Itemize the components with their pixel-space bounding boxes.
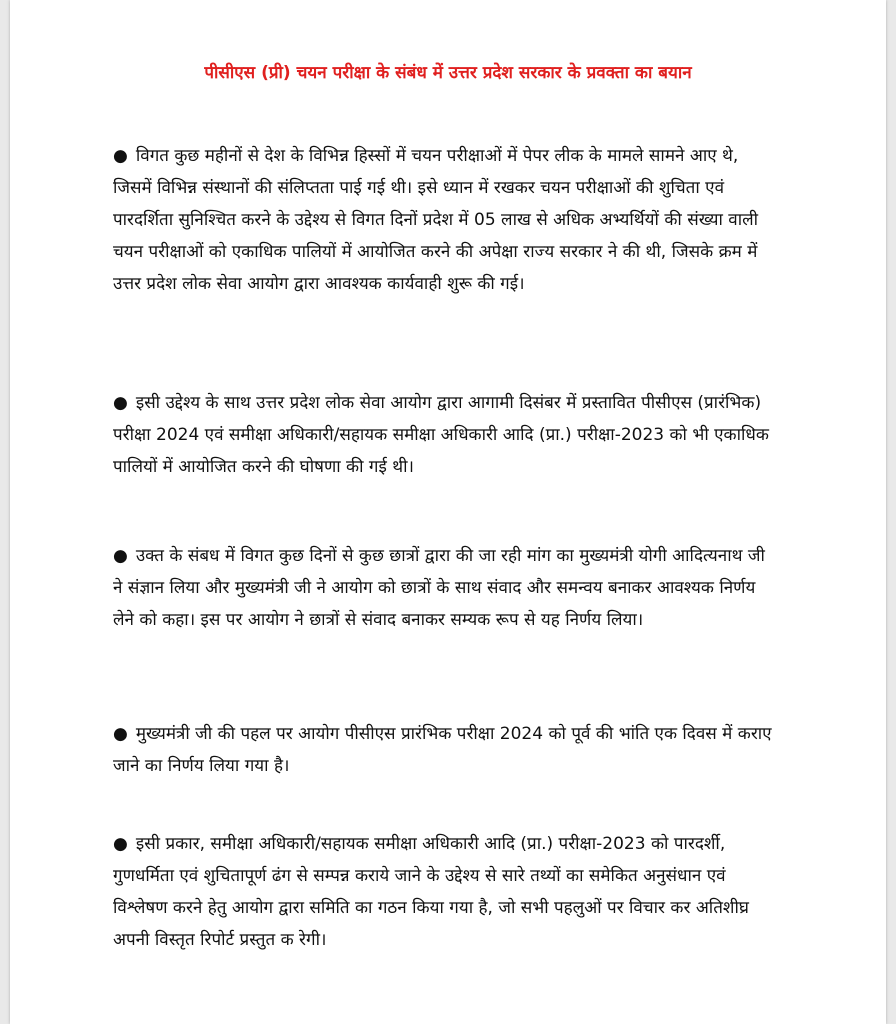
paragraph-2 bbox=[113, 387, 773, 483]
bullet-icon: ● bbox=[113, 834, 128, 854]
paragraph-4-text: मुख्यमंत्री जी की पहल पर आयोग पीसीएस प्रारंभिक परीक्षा 2024 को पूर्व की भांति एक दिवस में कराए जाने का निर्णय लिया गया है। bbox=[113, 724, 772, 776]
paragraph-5 bbox=[113, 828, 773, 956]
bullet-icon: ● bbox=[113, 546, 128, 566]
paragraph-3 bbox=[113, 540, 773, 636]
paragraph-4 bbox=[113, 718, 773, 782]
bullet-icon: ● bbox=[113, 724, 128, 744]
bullet-icon: ● bbox=[113, 393, 128, 413]
document-title: पीसीएस (प्री) चयन परीक्षा के संबंध में उत्तर प्रदेश सरकार के प्रवक्ता का बयान bbox=[204, 63, 692, 83]
paragraph-5-text: इसी प्रकार, समीक्षा अधिकारी/सहायक समीक्षा अधिकारी आदि (प्रा.) परीक्षा-2023 को पारदर्शी, गुणधर्मिता एवं शुचितापूर्ण ढंग से सम्पन्न कराये जाने के उद्देश्य से सारे तथ्यों का समेकित अनुसंधान एवं विश्लेषण करने हेतु आयोग द्वारा समिति का गठन किया गया है, जो सभी पहलुओं पर विचार कर अतिशीघ्र अपनी विस्तृत रिपोर्ट प्रस्तुत क रेगी। bbox=[113, 834, 749, 950]
document-page bbox=[10, 0, 886, 1024]
paragraph-1 bbox=[113, 140, 773, 300]
bullet-icon: ● bbox=[113, 146, 128, 166]
paragraph-1-text: विगत कुछ महीनों से देश के विभिन्न हिस्सों में चयन परीक्षाओं में पेपर लीक के मामले सामने आए थे, जिसमें विभिन्न संस्थानों की संलिप्तता पाई गई थी। इसे ध्यान में रखकर चयन परीक्षाओं की शुचिता एवं पारदर्शिता सुनिश्चित करने के उद्देश्य से विगत दिनों प्रदेश में 05 लाख से अधिक अभ्यर्थियों की संख्या वाली चयन परीक्षाओं को एकाधिक पालियों में आयोजित करने की अपेक्षा राज्य सरकार ने की थी, जिसके क्रम में उत्तर प्रदेश लोक सेवा आयोग द्वारा आवश्यक कार्यवाही शुरू की गई। bbox=[113, 146, 759, 294]
paragraph-3-text: उक्त के संबध में विगत कुछ दिनों से कुछ छात्रों द्वारा की जा रही मांग का मुख्यमंत्री योगी आदित्यनाथ जी ने संज्ञान लिया और मुख्यमंत्री जी ने आयोग को छात्रों के साथ संवाद और समन्वय बनाकर आवश्यक निर्णय लेने को कहा। इस पर आयोग ने छात्रों से संवाद बनाकर सम्यक रूप से यह निर्णय लिया। bbox=[113, 546, 765, 630]
paragraph-2-text: इसी उद्देश्य के साथ उत्तर प्रदेश लोक सेवा आयोग द्वारा आगामी दिसंबर में प्रस्तावित पीसीएस (प्रारंभिक) परीक्षा 2024 एवं समीक्षा अधिकारी/सहायक समीक्षा अधिकारी आदि (प्रा.) परीक्षा-2023 को भी एकाधिक पालियों में आयोजित करने की घोषणा की गई थी। bbox=[113, 393, 769, 477]
